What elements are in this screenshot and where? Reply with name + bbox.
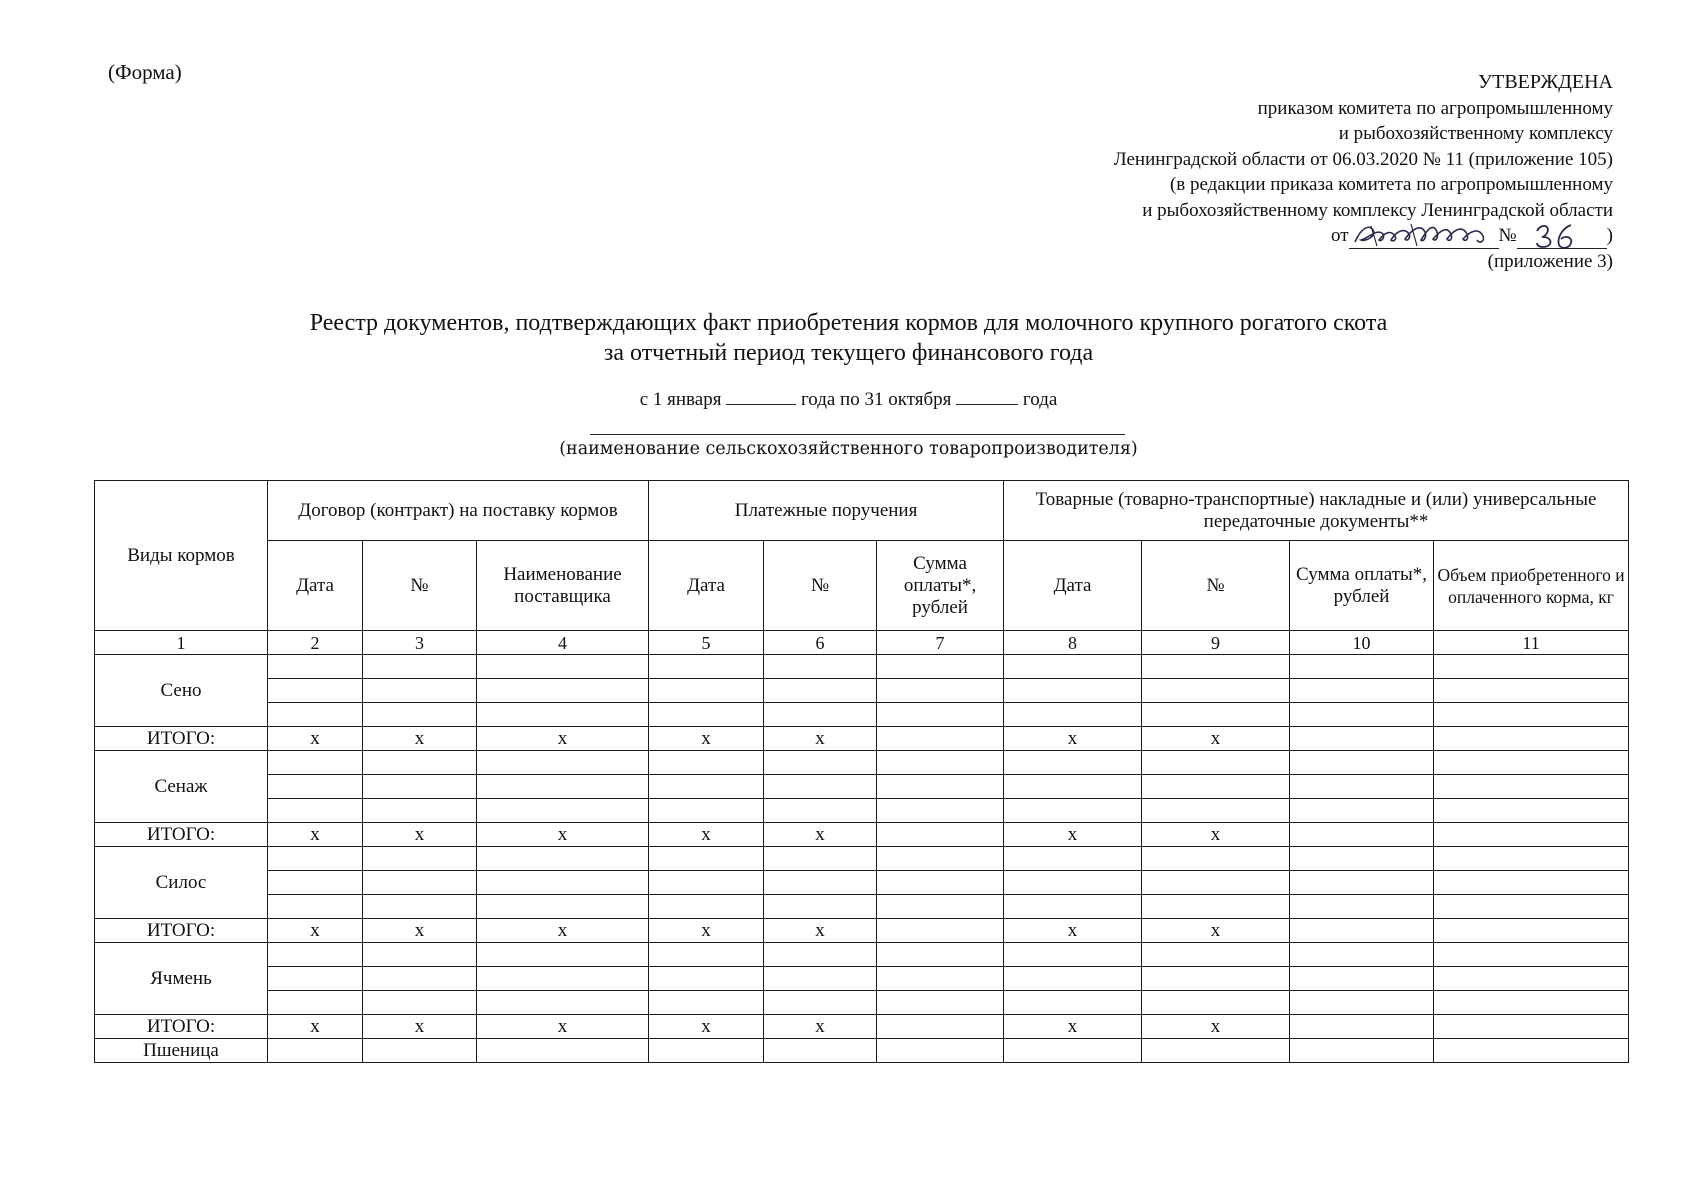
column-number: 1 — [95, 631, 268, 655]
period-middle: года по 31 октября — [800, 389, 952, 410]
approval-stamp — [1114, 70, 1613, 274]
table-cell[interactable] — [477, 1039, 649, 1063]
approval-ot: от — [1330, 225, 1349, 246]
table-cell[interactable] — [1434, 751, 1629, 775]
table-cell[interactable] — [268, 799, 363, 823]
x-mark-cell: х — [649, 919, 764, 943]
column-number: 2 — [268, 631, 363, 655]
header-date: Дата — [649, 541, 764, 631]
x-mark-cell: х — [1004, 1015, 1142, 1039]
total-value-cell[interactable] — [1434, 727, 1629, 751]
table-cell[interactable] — [649, 871, 764, 895]
table-cell[interactable] — [1004, 775, 1142, 799]
table-cell[interactable] — [268, 943, 363, 967]
x-mark-cell: х — [268, 727, 363, 751]
table-cell[interactable] — [649, 751, 764, 775]
total-value-cell[interactable] — [1290, 823, 1434, 847]
table-cell[interactable] — [877, 943, 1004, 967]
table-cell[interactable] — [1004, 703, 1142, 727]
table-cell[interactable] — [363, 655, 477, 679]
table-cell[interactable] — [1142, 1039, 1290, 1063]
table-cell[interactable] — [764, 679, 877, 703]
table-cell[interactable] — [877, 751, 1004, 775]
table-cell[interactable] — [1004, 1039, 1142, 1063]
approval-line: и рыбохозяйственному комплексу — [1338, 123, 1613, 144]
table-row — [95, 655, 1629, 679]
table-row — [95, 799, 1629, 823]
table-cell[interactable] — [363, 967, 477, 991]
table-cell[interactable] — [1434, 847, 1629, 871]
feed-kind-rows — [95, 655, 1629, 1039]
table-cell[interactable] — [1290, 655, 1434, 679]
x-mark-cell: х — [363, 823, 477, 847]
x-mark-cell: х — [1004, 823, 1142, 847]
table-cell[interactable] — [363, 991, 477, 1015]
table-cell[interactable] — [268, 655, 363, 679]
table-cell[interactable] — [1290, 751, 1434, 775]
approval-line: (в редакции приказа комитета по агропромышленному — [1169, 174, 1613, 195]
table-cell[interactable] — [764, 655, 877, 679]
x-mark-cell: х — [649, 823, 764, 847]
table-cell[interactable] — [764, 751, 877, 775]
column-number: 9 — [1142, 631, 1290, 655]
total-value-cell[interactable] — [1434, 1015, 1629, 1039]
table-cell[interactable] — [1434, 799, 1629, 823]
table-cell[interactable] — [1004, 799, 1142, 823]
header-invoices-group: Товарные (товарно-транспортные) накладные и (или) универсальные передаточные документы** — [1004, 481, 1629, 541]
table-cell[interactable] — [764, 775, 877, 799]
table-cell[interactable] — [649, 1039, 764, 1063]
table-cell[interactable] — [477, 799, 649, 823]
table-row — [95, 895, 1629, 919]
table-row — [95, 943, 1629, 967]
register-table — [94, 480, 1629, 1063]
form-label: (Форма) — [108, 60, 182, 84]
x-mark-cell: х — [649, 727, 764, 751]
table-cell[interactable] — [363, 679, 477, 703]
table-cell[interactable] — [649, 967, 764, 991]
table-cell[interactable] — [764, 991, 877, 1015]
x-mark-cell: х — [477, 727, 649, 751]
table-row — [95, 679, 1629, 703]
x-mark-cell: х — [477, 1015, 649, 1039]
table-cell[interactable] — [1434, 991, 1629, 1015]
title-line-2: за отчетный период текущего финансового года — [603, 340, 1094, 366]
table-cell[interactable] — [1434, 943, 1629, 967]
total-label: ИТОГО: — [95, 919, 268, 943]
table-cell[interactable] — [649, 847, 764, 871]
column-number: 4 — [477, 631, 649, 655]
table-cell[interactable] — [268, 703, 363, 727]
total-label: ИТОГО: — [95, 727, 268, 751]
column-number: 5 — [649, 631, 764, 655]
feed-kind-label: Силос — [95, 847, 268, 919]
table-cell[interactable] — [1004, 895, 1142, 919]
table-cell[interactable] — [1142, 679, 1290, 703]
table-cell[interactable] — [649, 775, 764, 799]
x-mark-cell: х — [1004, 919, 1142, 943]
table-cell[interactable] — [764, 943, 877, 967]
table-cell[interactable] — [1004, 679, 1142, 703]
handwritten-number-field — [1517, 226, 1607, 249]
x-mark-cell: х — [764, 1015, 877, 1039]
table-cell[interactable] — [1142, 799, 1290, 823]
x-mark-cell: х — [1142, 1015, 1290, 1039]
column-number: 6 — [764, 631, 877, 655]
table-cell[interactable] — [268, 871, 363, 895]
table-cell[interactable] — [1290, 967, 1434, 991]
table-cell[interactable] — [268, 895, 363, 919]
period-start: с 1 января — [639, 389, 722, 410]
total-value-cell[interactable] — [877, 823, 1004, 847]
table-cell[interactable] — [649, 799, 764, 823]
header-number: № — [1142, 541, 1290, 631]
x-mark-cell: х — [363, 1015, 477, 1039]
table-cell[interactable] — [649, 679, 764, 703]
column-number: 10 — [1290, 631, 1434, 655]
approval-no: № — [1498, 225, 1517, 246]
table-cell[interactable] — [1142, 895, 1290, 919]
table-cell[interactable] — [363, 703, 477, 727]
table-cell[interactable] — [1290, 943, 1434, 967]
table-cell[interactable] — [649, 943, 764, 967]
table-cell[interactable] — [1290, 799, 1434, 823]
table-cell[interactable] — [1004, 751, 1142, 775]
column-number: 8 — [1004, 631, 1142, 655]
table-cell[interactable] — [877, 775, 1004, 799]
feed-kind-label: Пшеница — [95, 1039, 268, 1063]
header-number: № — [764, 541, 877, 631]
year-blank-2[interactable] — [956, 387, 1018, 405]
table-cell[interactable] — [363, 871, 477, 895]
table-row — [95, 751, 1629, 775]
column-number-row — [95, 631, 1629, 655]
table-cell[interactable] — [1142, 871, 1290, 895]
x-mark-cell: х — [1142, 919, 1290, 943]
x-mark-cell: х — [268, 919, 363, 943]
table-cell[interactable] — [477, 847, 649, 871]
table-cell[interactable] — [1434, 1039, 1629, 1063]
table-cell[interactable] — [477, 871, 649, 895]
approval-appendix: (приложение 3) — [1487, 250, 1613, 272]
column-number: 11 — [1434, 631, 1629, 655]
handwritten-number — [1531, 221, 1591, 251]
table-cell[interactable] — [1290, 679, 1434, 703]
total-row — [95, 823, 1629, 847]
table-cell[interactable] — [1434, 775, 1629, 799]
table-cell[interactable] — [1142, 775, 1290, 799]
table-cell[interactable] — [649, 703, 764, 727]
total-value-cell[interactable] — [1434, 823, 1629, 847]
table-cell[interactable] — [477, 703, 649, 727]
table-cell[interactable] — [268, 775, 363, 799]
table-cell[interactable] — [477, 967, 649, 991]
handwritten-date-signature — [1351, 220, 1501, 250]
column-number: 7 — [877, 631, 1004, 655]
x-mark-cell: х — [268, 823, 363, 847]
table-cell[interactable] — [268, 679, 363, 703]
table-row — [95, 991, 1629, 1015]
table-cell[interactable] — [477, 943, 649, 967]
table-cell[interactable] — [1142, 847, 1290, 871]
table-row — [95, 775, 1629, 799]
total-value-cell[interactable] — [1290, 1015, 1434, 1039]
header-feed-kinds: Виды кормов — [95, 481, 268, 631]
table-cell[interactable] — [1004, 871, 1142, 895]
x-mark-cell: х — [764, 919, 877, 943]
approval-line: Ленинградской области от 06.03.2020 № 11 (приложение 105) — [1113, 148, 1613, 170]
table-cell[interactable] — [1434, 895, 1629, 919]
document-title — [0, 308, 1697, 368]
reporting-period — [0, 387, 1697, 411]
table-cell[interactable] — [877, 703, 1004, 727]
table-cell[interactable] — [1004, 967, 1142, 991]
approval-date-line — [1331, 223, 1613, 249]
approval-title: УТВЕРЖДЕНА — [1477, 71, 1613, 93]
column-number: 3 — [363, 631, 477, 655]
table-cell[interactable] — [764, 799, 877, 823]
table-cell[interactable] — [764, 871, 877, 895]
table-cell[interactable] — [1142, 655, 1290, 679]
x-mark-cell: х — [477, 919, 649, 943]
total-label: ИТОГО: — [95, 823, 268, 847]
table-cell[interactable] — [1290, 775, 1434, 799]
feed-kind-label: Сено — [95, 655, 268, 727]
table-cell[interactable] — [877, 799, 1004, 823]
table-cell[interactable] — [363, 751, 477, 775]
table-cell[interactable] — [877, 967, 1004, 991]
table-cell[interactable] — [268, 751, 363, 775]
table-cell[interactable] — [764, 703, 877, 727]
table-cell[interactable] — [1434, 967, 1629, 991]
table-row — [95, 847, 1629, 871]
table-cell[interactable] — [268, 991, 363, 1015]
table-cell[interactable] — [268, 847, 363, 871]
table-cell[interactable] — [877, 679, 1004, 703]
table-cell[interactable] — [1434, 703, 1629, 727]
header-sum: Сумма оплаты*, рублей — [1290, 541, 1434, 631]
table-cell[interactable] — [1142, 703, 1290, 727]
table-row — [95, 871, 1629, 895]
approval-line: приказом комитета по агропромышленному — [1257, 97, 1613, 119]
table-cell[interactable] — [1142, 751, 1290, 775]
table-cell[interactable] — [764, 895, 877, 919]
table-cell[interactable] — [649, 655, 764, 679]
table-cell[interactable] — [1290, 871, 1434, 895]
table-cell[interactable] — [363, 799, 477, 823]
total-value-cell[interactable] — [1434, 919, 1629, 943]
x-mark-cell: х — [268, 1015, 363, 1039]
table-cell[interactable] — [1142, 943, 1290, 967]
table-cell[interactable] — [877, 871, 1004, 895]
table-cell[interactable] — [363, 775, 477, 799]
total-row — [95, 1015, 1629, 1039]
x-mark-cell: х — [477, 823, 649, 847]
table-cell[interactable] — [649, 991, 764, 1015]
table-cell[interactable] — [877, 895, 1004, 919]
table-cell[interactable] — [649, 895, 764, 919]
x-mark-cell: х — [363, 727, 477, 751]
feed-kind-label: Ячмень — [95, 943, 268, 1015]
table-cell[interactable] — [877, 847, 1004, 871]
header-number: № — [363, 541, 477, 631]
table-cell[interactable] — [764, 1039, 877, 1063]
total-label: ИТОГО: — [95, 1015, 268, 1039]
table-cell[interactable] — [363, 1039, 477, 1063]
year-blank-1[interactable] — [726, 387, 796, 405]
table-cell[interactable] — [363, 895, 477, 919]
table-row — [95, 703, 1629, 727]
producer-caption: (наименование сельскохозяйственного товаропроизводителя) — [559, 439, 1138, 459]
table-cell[interactable] — [268, 967, 363, 991]
table-cell[interactable] — [1290, 703, 1434, 727]
table-row — [95, 967, 1629, 991]
header-contract-group: Договор (контракт) на поставку кормов — [268, 481, 649, 541]
table-cell[interactable] — [764, 967, 877, 991]
header-sum: Сумма оплаты*, рублей — [877, 541, 1004, 631]
table-cell[interactable] — [477, 895, 649, 919]
x-mark-cell: х — [1142, 727, 1290, 751]
total-value-cell[interactable] — [877, 1015, 1004, 1039]
table-cell[interactable] — [1004, 991, 1142, 1015]
table-cell[interactable] — [363, 943, 477, 967]
table-cell[interactable] — [1142, 991, 1290, 1015]
table-cell[interactable] — [477, 991, 649, 1015]
header-supplier: Наименование поставщика — [477, 541, 649, 631]
producer-name-line[interactable] — [590, 434, 1125, 435]
table-cell[interactable] — [477, 679, 649, 703]
total-value-cell[interactable] — [877, 727, 1004, 751]
table-cell[interactable] — [1142, 967, 1290, 991]
table-cell[interactable] — [477, 655, 649, 679]
header-volume: Объем приобретенного и оплаченного корма, кг — [1434, 541, 1629, 631]
title-line-1: Реестр документов, подтверждающих факт приобретения кормов для молочного крупного рогатого скота — [309, 310, 1388, 336]
table-cell[interactable] — [1434, 655, 1629, 679]
table-cell[interactable] — [268, 1039, 363, 1063]
x-mark-cell: х — [1004, 727, 1142, 751]
table-cell[interactable] — [1004, 655, 1142, 679]
header-payment-group: Платежные поручения — [649, 481, 1004, 541]
table-cell[interactable] — [1290, 1039, 1434, 1063]
table-cell[interactable] — [877, 991, 1004, 1015]
table-cell[interactable] — [477, 751, 649, 775]
table-cell[interactable] — [1434, 871, 1629, 895]
table-cell[interactable] — [1434, 679, 1629, 703]
period-end: года — [1022, 389, 1058, 410]
table-cell[interactable] — [1290, 847, 1434, 871]
total-value-cell[interactable] — [1290, 727, 1434, 751]
table-cell[interactable] — [877, 655, 1004, 679]
x-mark-cell: х — [764, 727, 877, 751]
header-date: Дата — [268, 541, 363, 631]
approval-close-paren: ) — [1606, 225, 1613, 246]
x-mark-cell: х — [764, 823, 877, 847]
table-cell[interactable] — [477, 775, 649, 799]
table-cell[interactable] — [1290, 991, 1434, 1015]
table-cell[interactable] — [1290, 895, 1434, 919]
table-row-last-kind — [95, 1039, 1629, 1063]
total-row — [95, 919, 1629, 943]
table-cell[interactable] — [1004, 943, 1142, 967]
table-cell[interactable] — [363, 847, 477, 871]
handwritten-date-field — [1349, 226, 1499, 249]
approval-line: и рыбохозяйственному комплексу Ленинградской области — [1142, 199, 1613, 221]
feed-kind-label: Сенаж — [95, 751, 268, 823]
total-row — [95, 727, 1629, 751]
table-cell[interactable] — [764, 847, 877, 871]
total-value-cell[interactable] — [877, 919, 1004, 943]
x-mark-cell: х — [1142, 823, 1290, 847]
header-date: Дата — [1004, 541, 1142, 631]
x-mark-cell: х — [363, 919, 477, 943]
table-cell[interactable] — [877, 1039, 1004, 1063]
table-cell[interactable] — [1004, 847, 1142, 871]
total-value-cell[interactable] — [1290, 919, 1434, 943]
x-mark-cell: х — [649, 1015, 764, 1039]
